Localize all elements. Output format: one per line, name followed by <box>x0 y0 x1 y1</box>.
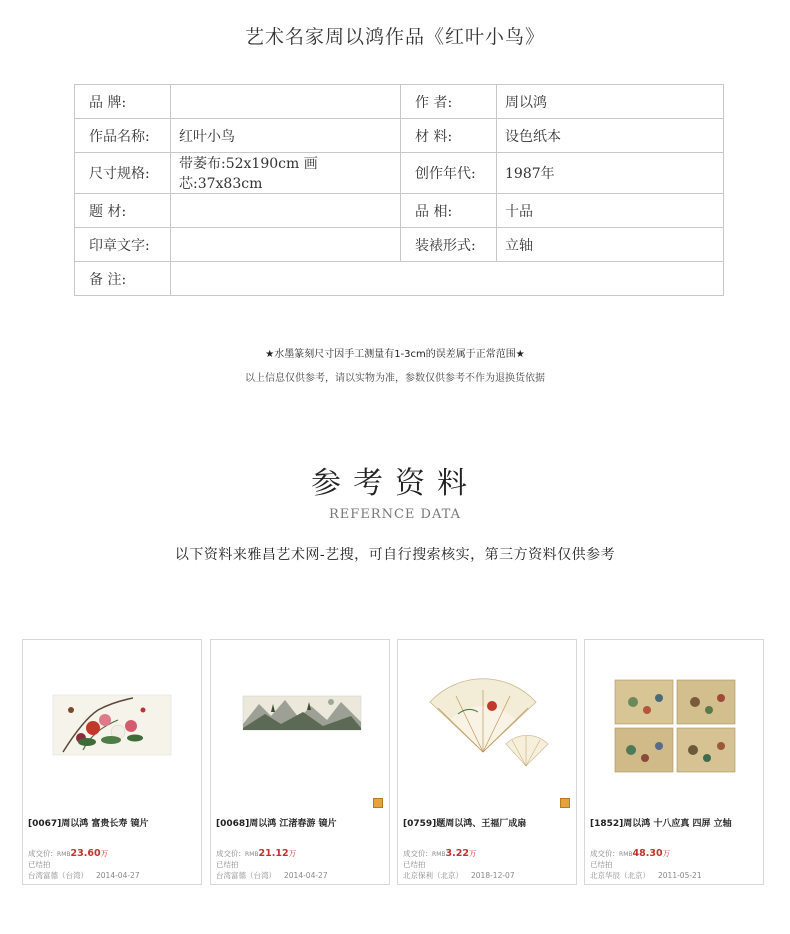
auction-status: 已结拍 <box>590 860 613 869</box>
disclaimer-notice: 以上信息仅供参考，请以实物为准，参数仅供参考不作为退换货依据 <box>245 373 545 384</box>
mount-label: 装裱形式: <box>401 228 497 262</box>
spec-row <box>75 153 724 194</box>
auction-house <box>590 870 702 881</box>
auction-card[interactable] <box>584 639 764 885</box>
price-value: 23.60 <box>70 848 101 859</box>
brand-label: 品 牌: <box>75 85 171 119</box>
house-name: 台湾富德（台湾） <box>216 871 276 880</box>
auction-date: 2011-05-21 <box>658 871 702 880</box>
condition-label: 品 相: <box>401 194 497 228</box>
price-value: 21.12 <box>258 848 289 859</box>
house-name: 台湾富德（台湾） <box>28 871 88 880</box>
auction-house <box>28 870 140 881</box>
price-unit: 万 <box>662 849 671 858</box>
price-value: 48.30 <box>632 848 663 859</box>
auction-date: 2014-04-27 <box>96 871 140 880</box>
currency: RMB <box>245 851 259 858</box>
work-label: 作品名称: <box>75 119 171 153</box>
brand-value <box>171 85 401 119</box>
reference-cards <box>22 639 768 885</box>
currency: RMB <box>432 851 446 858</box>
currency: RMB <box>619 851 633 858</box>
house-name: 北京华辰（北京） <box>590 871 650 880</box>
material-value: 设色纸本 <box>497 119 724 153</box>
auction-house <box>403 870 515 881</box>
seal-value <box>171 228 401 262</box>
auction-status: 已结拍 <box>403 860 426 869</box>
deal-label: 成交价: <box>590 849 616 858</box>
artwork-image-flowers <box>23 640 203 790</box>
card-title[interactable]: [0068]周以鸿 江渚春游 镜片 <box>216 819 337 829</box>
price-value: 3.22 <box>445 848 469 859</box>
mount-value: 立轴 <box>497 228 724 262</box>
reference-description: 以下资料来雅昌艺术网-艺搜，可自行搜索核实，第三方资料仅供参考 <box>174 547 616 563</box>
reference-subtitle: REFERNCE DATA <box>329 507 461 522</box>
artwork-image-landscape <box>211 640 391 790</box>
seal-label: 印章文字: <box>75 228 171 262</box>
size-value: 带萎布:52x190cm 画芯:37x83cm <box>171 153 401 194</box>
auction-house <box>216 870 328 881</box>
subject-label: 题 材: <box>75 194 171 228</box>
work-value: 红叶小鸟 <box>171 119 401 153</box>
price-unit: 万 <box>288 849 297 858</box>
reference-title: 参考资料 <box>311 466 479 501</box>
measurement-notice: ★水墨篆刻尺寸因手工测量有1-3cm的误差属于正常范围★ <box>265 349 525 360</box>
spec-row <box>75 228 724 262</box>
deal-price <box>28 848 108 859</box>
artwork-image-four-panels <box>585 640 765 790</box>
auction-date: 2018-12-07 <box>471 871 515 880</box>
condition-value: 十品 <box>497 194 724 228</box>
auction-card[interactable] <box>22 639 202 885</box>
auction-status: 已结拍 <box>216 860 239 869</box>
badge-icon <box>560 798 570 808</box>
card-title[interactable]: [1852]周以鸿 十八应真 四屏 立轴 <box>590 819 732 829</box>
author-value: 周以鸿 <box>497 85 724 119</box>
card-title[interactable]: [0067]周以鸿 富贵长寿 镜片 <box>28 819 149 829</box>
spec-row <box>75 85 724 119</box>
deal-price <box>216 848 296 859</box>
currency: RMB <box>57 851 71 858</box>
auction-card[interactable] <box>210 639 390 885</box>
deal-label: 成交价: <box>216 849 242 858</box>
auction-card[interactable] <box>397 639 577 885</box>
author-label: 作 者: <box>401 85 497 119</box>
deal-price <box>590 848 670 859</box>
year-label: 创作年代: <box>401 153 497 194</box>
house-name: 北京保利（北京） <box>403 871 463 880</box>
note-label: 备 注: <box>75 262 171 296</box>
note-value <box>171 262 724 296</box>
page-title: 艺术名家周以鸿作品《红叶小鸟》 <box>244 26 545 48</box>
auction-status: 已结拍 <box>28 860 51 869</box>
spec-row <box>75 119 724 153</box>
deal-label: 成交价: <box>403 849 429 858</box>
spec-row <box>75 262 724 296</box>
deal-price <box>403 848 476 859</box>
spec-row <box>75 194 724 228</box>
deal-label: 成交价: <box>28 849 54 858</box>
price-unit: 万 <box>468 849 477 858</box>
subject-value <box>171 194 401 228</box>
material-label: 材 料: <box>401 119 497 153</box>
auction-date: 2014-04-27 <box>284 871 328 880</box>
price-unit: 万 <box>100 849 109 858</box>
size-label: 尺寸规格: <box>75 153 171 194</box>
spec-table <box>74 84 724 296</box>
artwork-image-fans <box>398 640 578 790</box>
year-value: 1987年 <box>497 153 724 194</box>
card-title[interactable]: [0759]题周以鸿、王福厂成扇 <box>403 819 527 829</box>
badge-icon <box>373 798 383 808</box>
